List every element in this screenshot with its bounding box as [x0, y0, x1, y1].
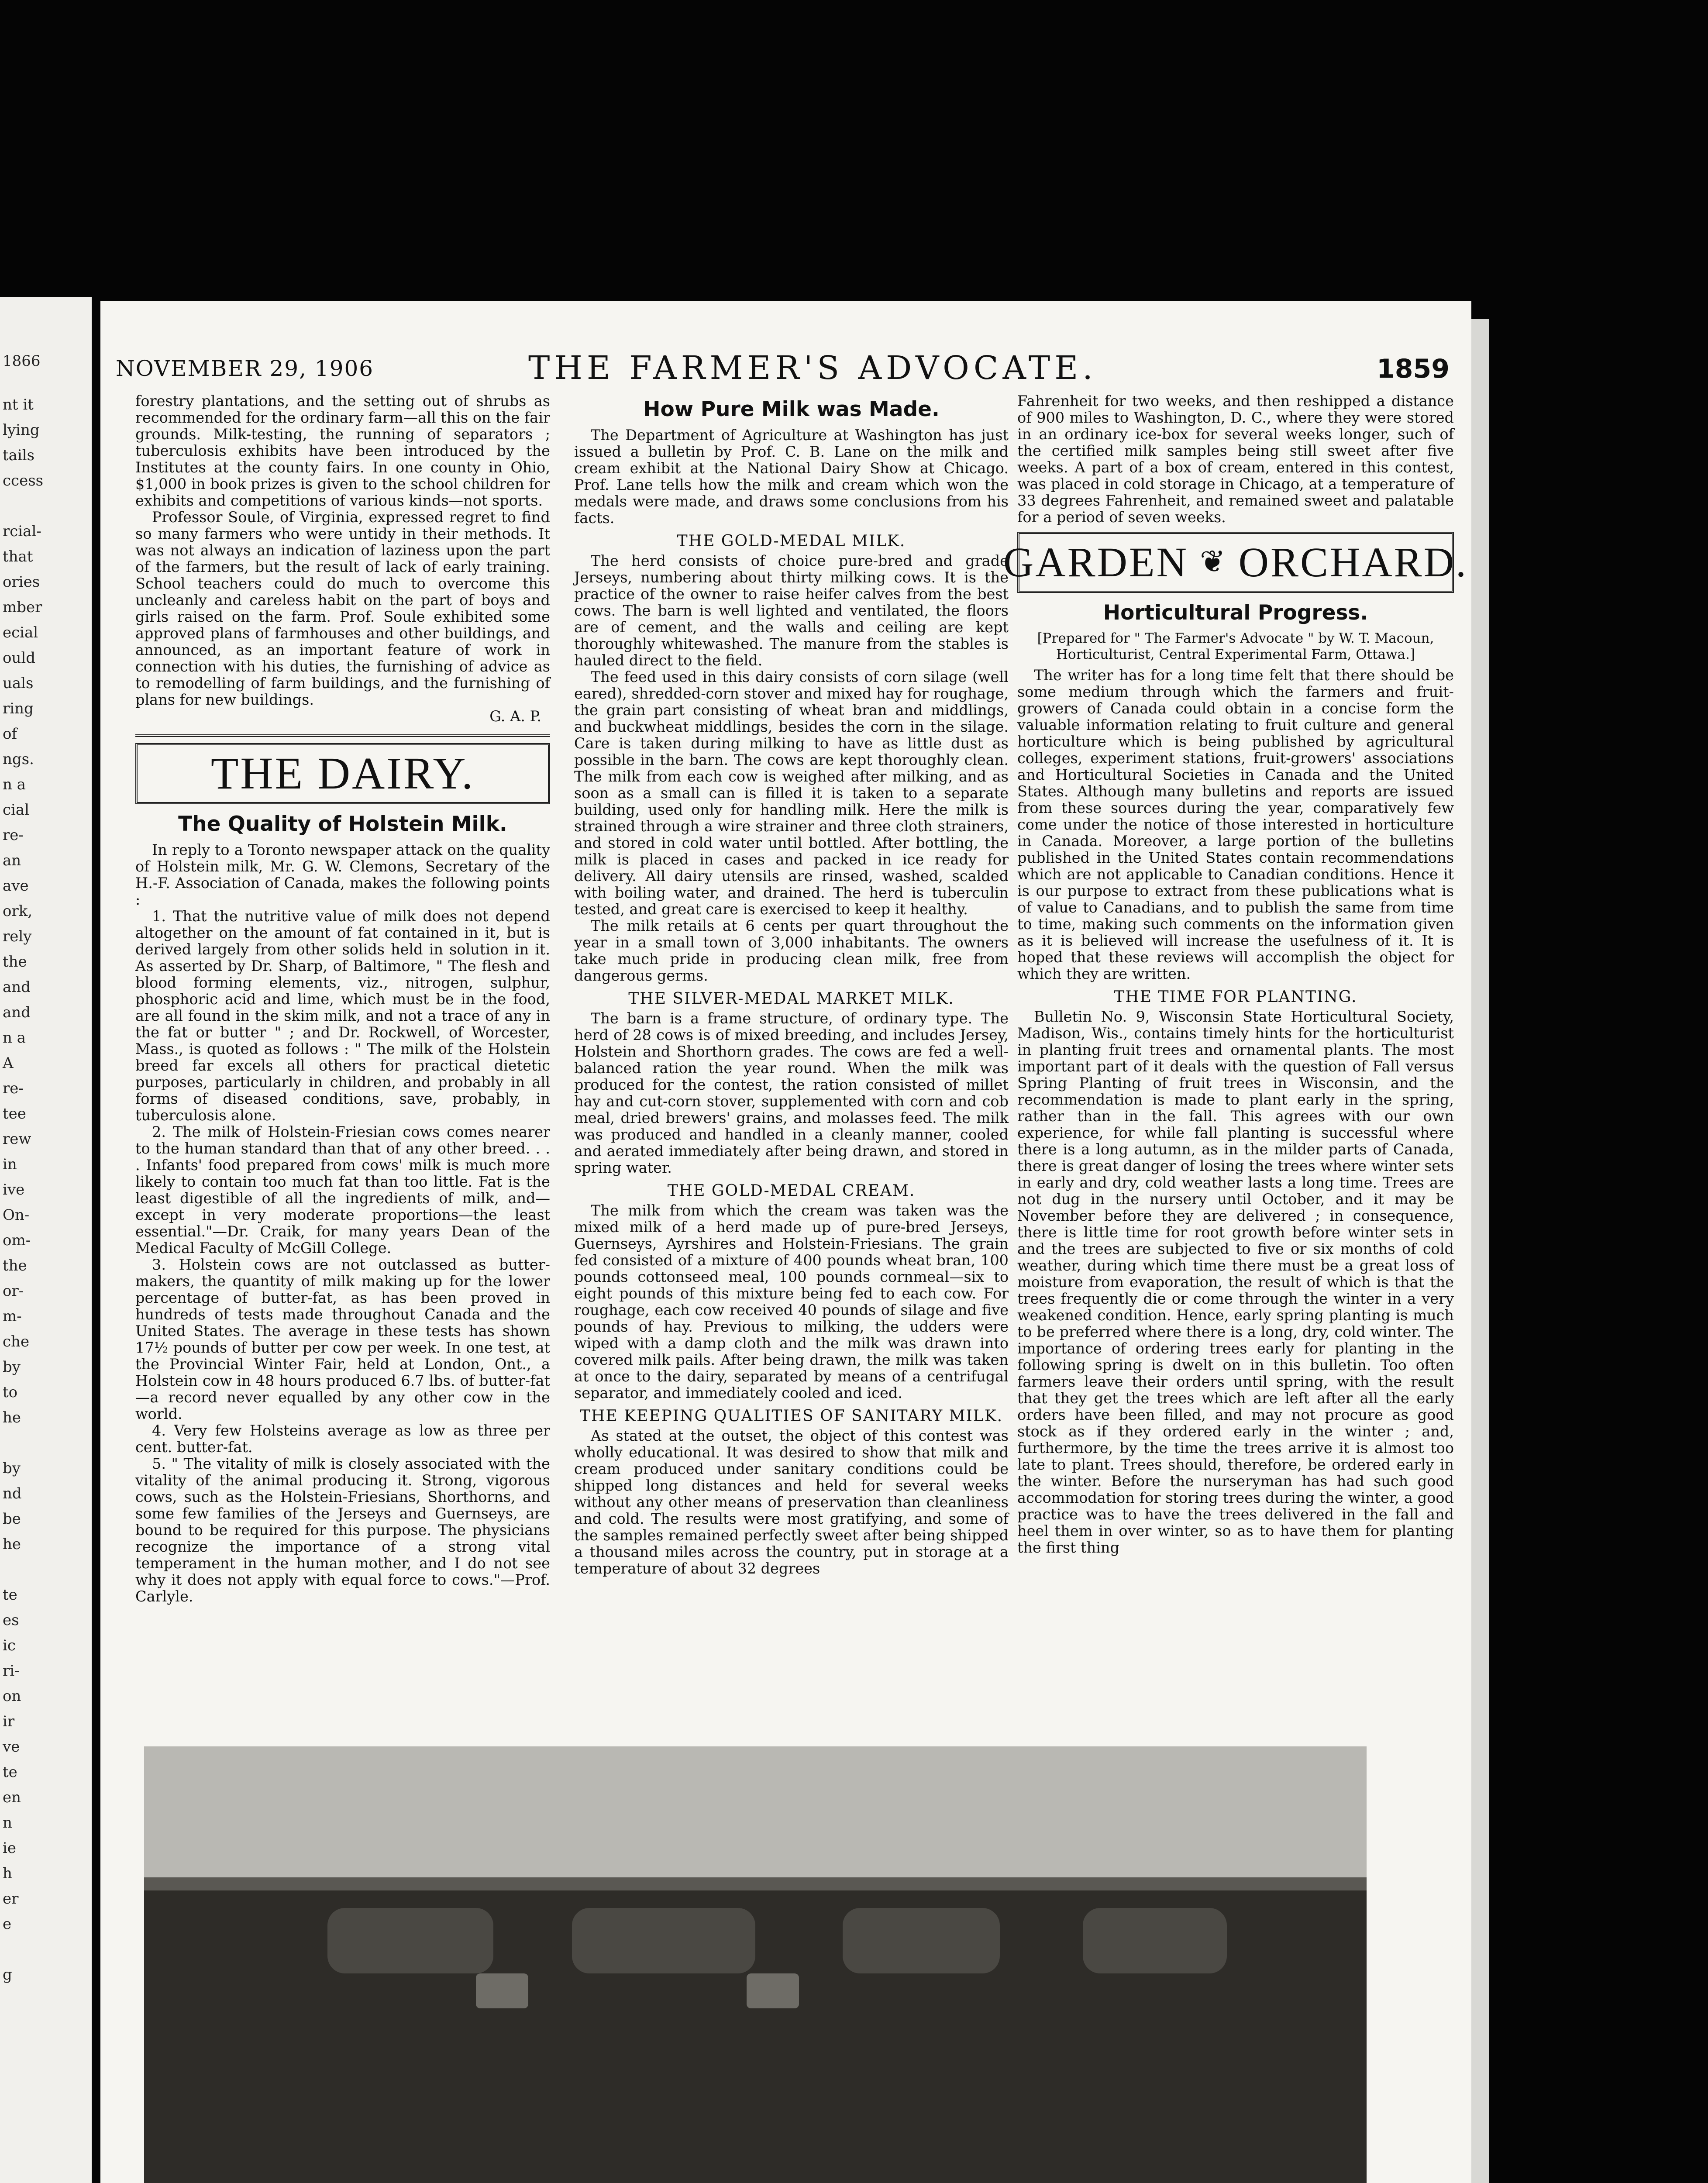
- section-title: THE SILVER-MEDAL MARKET MILK.: [628, 990, 954, 1008]
- previous-page-fragment: re-: [3, 1080, 24, 1097]
- previous-page-fragment: and: [3, 978, 31, 996]
- photo-ox-team: [327, 1908, 493, 1973]
- previous-page-fragment: of: [3, 725, 17, 743]
- section-title: THE TIME FOR PLANTING.: [1114, 988, 1357, 1006]
- previous-page-fragment: by: [3, 1460, 21, 1477]
- article-paragraph: 2. The milk of Holstein-Friesian cows comes nearer to the human standard than that of any other breed. . . . Infants' food prepared from cows' milk is much more likely to contain too much fat than too little. Fat is the least digestible of all the ingredients of milk, and—except in very moderate proportions—the least essential."—Dr. Craik, for many years Dean of the Medical Faculty of McGill College.: [135, 1123, 550, 1257]
- previous-page-fragment: es: [3, 1611, 19, 1629]
- article-heading: How Pure Milk was Made.: [643, 397, 940, 421]
- previous-page-fragment: ork,: [3, 902, 33, 920]
- previous-page-fragment: h: [3, 1865, 12, 1882]
- photograph-oxen-breaking: [144, 1746, 1367, 2183]
- previous-page-fragment: ir: [3, 1713, 15, 1730]
- article-paragraph: The writer has for a long time felt that there should be some medium through which the farmers and fruit-growers of Canada could obtain in a concise form the valuable information relating to fruit culture and general horticulture which is being published by agricultural colleges, experiment stations, fruit-growers' associations and Horticultural Societies in Canada and the United States. Although many bulletins and reports are issued from these sources during the year, comparatively few come under the notice of those interested in horticulture in Canada. Moreover, a large portion of the bulletins published in the United States contain recommendations which are not applicable to Canadian conditions. Hence it is our purpose to extract from these publications what is of value to Canadians, and to publish the same from time to time, making such comments on the information given as it is believed will increase the usefulness of it. It is hoped that these reviews will accomplish the object for which they are written.: [1017, 667, 1454, 982]
- previous-page-fragment: er: [3, 1890, 19, 1908]
- previous-page-fragment: he: [3, 1409, 21, 1426]
- article-paragraph: The Department of Agriculture at Washington has just issued a bulletin by Prof. C. B. Lane on the milk and cream exhibit at the National Dairy Show at Chicago. Prof. Lane tells how the milk and cream which won the medals were made, and draws some conclusions from his facts.: [574, 427, 1009, 527]
- issue-date: NOVEMBER 29, 1906: [116, 356, 374, 381]
- article-paragraph: Professor Soule, of Virginia, expressed regret to find so many farmers who were untidy in their methods. It was not always an indication of laziness upon the part of the farmers, but the result of lack of early training. School teachers could do much to overcome this uncleanly and careless habit on the part of boys and girls raised on the farm. Prof. Soule exhibited some approved plans of farmhouses and other buildings, and announced, as an important feature of work in connection with his duties, the furnishing of advice as to remodelling of farm buildings, and the furnishing of plans for new buildings.: [135, 509, 550, 708]
- previous-page-fragment: te: [3, 1763, 17, 1781]
- previous-page-fragment: rely: [3, 928, 32, 945]
- previous-page-fragment: en: [3, 1789, 21, 1806]
- section-title: THE GOLD-MEDAL MILK.: [677, 532, 906, 550]
- previous-page-fragment: n a: [3, 1029, 26, 1047]
- photo-plough: [476, 1973, 528, 2008]
- photo-ox-team: [572, 1908, 755, 1973]
- column-1: [135, 393, 550, 1605]
- column-2: [574, 393, 1009, 1577]
- previous-page-fragment: A: [3, 1054, 14, 1072]
- article-paragraph: 5. " The vitality of milk is closely associated with the vitality of the animal producing it. Strong, vigorous cows, such as the Holstein-Friesians, Shorthorns, and some few families of the Jerseys and Guernseys, are bound to be required for this purpose. The physicians recognize the importance of a strong vital temperament in the human mother, and I do not see why it does not apply with equal force to cows."—Prof. Carlyle.: [135, 1455, 550, 1605]
- section-rule: [135, 734, 550, 737]
- previous-page-fragment: tails: [3, 447, 35, 464]
- article-paragraph: The milk from which the cream was taken was the mixed milk of a herd made up of pure-bred Jerseys, Guernseys, Ayrshires and Holstein-Friesians. The grain fed consisted of a mixture of 400 pounds wheat bran, 100 pounds cottonseed meal, 100 pounds cornmeal—six to eight pounds of this mixture being fed to each cow. For roughage, each cow received 40 pounds of silage and five pounds of hay. Previous to milking, the udders were wiped with a damp cloth and the milk was drawn into covered milk pails. After being drawn, the milk was taken at once to the dairy, separated by means of a centrifugal separator, and immediately cooled and iced.: [574, 1202, 1009, 1401]
- previous-page-fragment: m-: [3, 1308, 22, 1325]
- article-paragraph: Bulletin No. 9, Wisconsin State Horticultural Society, Madison, Wis., contains timely hints for the horticulturist in planting fruit trees and ornamental plants. The most important part of it deals with the question of Fall versus Spring Planting of fruit trees in Wisconsin, and the recommendation is made to plant early in the spring, rather than in the fall. This agrees with our own experience, for while fall planting is successful where there is a long autumn, as in the milder parts of Canada, there is great danger of losing the trees where winter sets in early and dry, cold weather lasts a long time. Trees are not dug in the nursery until October, and it may be November before they are delivered ; in consequence, there is little time for root growth before winter sets in and the trees are subjected to five or six months of cold weather, during which time there must be a great loss of moisture from evaporation, the result of which is that the trees frequently die or come through the winter in a very weakened condition. Hence, early spring planting is much to be preferred where there is a long, dry, cold winter. The importance of ordering trees early for planting in the following spring is dwelt on in this bulletin. Too often farmers leave their orders until spring, with the result that they get the trees which are left after all the early orders have been filled, and may not procure as good stock as if they ordered early in the winter ; and, furthermore, by the time the trees arrive it is almost too late to plant. Trees should, therefore, be ordered early in the winter. Before the nurseryman has had such good accommodation for storing trees during the winter, a good practice was to have the trees delivered in the fall and heel them in over winter, so as to have them for planting the first thing: [1017, 1008, 1454, 1556]
- department-heading-garden-orchard: [1003, 532, 1468, 593]
- previous-page-fragment: be: [3, 1510, 21, 1528]
- article-paragraph: The feed used in this dairy consists of corn silage (well eared), shredded-corn stover and mixed hay for roughage, the grain part consisting of wheat bran and middlings, and buckwheat middlings, besides the corn in the silage. Care is taken during milking to have as little dust as possible in the barn. The cows are kept thoroughly clean. The milk from each cow is weighed after milking, and as soon as a small can is filled it is taken to a separate building, used only for handling milk. Here the milk is strained through a wire strainer and three cloth strainers, and stored in cold water until bottled. After bottling, the milk is placed in cases and packed in ice ready for delivery. All dairy utensils are rinsed, washed, scalded with boiling water, and drained. The herd is tuberculin tested, and great care is exercised to keep it healthy.: [574, 668, 1009, 918]
- article-paragraph: Fahrenheit for two weeks, and then reshipped a distance of 900 miles to Washington, D. C., where they were stored in an ordinary ice-box for several weeks longer, such of the certified milk samples being still sweet after five weeks. A part of a box of cream, entered in this contest, was placed in cold storage in Chicago, at a temperature of 33 degrees Fahrenheit, and remained sweet and palatable for a period of seven weeks.: [1017, 393, 1454, 526]
- previous-page-fragment: ould: [3, 649, 36, 667]
- article-paragraph: 4. Very few Holsteins average as low as three per cent. butter-fat.: [135, 1422, 550, 1456]
- section-title: THE GOLD-MEDAL CREAM.: [667, 1182, 916, 1200]
- photo-ox-team: [843, 1908, 1000, 1973]
- previous-page-fragment: ic: [3, 1637, 16, 1654]
- page-header: [100, 349, 1471, 387]
- previous-page-fragment: and: [3, 1004, 31, 1021]
- previous-page-fragment: tee: [3, 1105, 26, 1122]
- photo-ox-team: [1083, 1908, 1227, 1973]
- article-paragraph: forestry plantations, and the setting out of shrubs as recommended for the ordinary farm—all this on the fair grounds. Milk-testing, the running of separators ; tuberculosis exhibits have been introduced by the Institutes at the county fairs. In one county in Ohio, $1,000 in book prizes is given to the school children for exhibits and competitions of various kinds—not sports.: [135, 393, 550, 509]
- article-paragraph: The herd consists of choice pure-bred and grade Jerseys, numbering about thirty milking cows. It is the practice of the owner to raise heifer calves from the best cows. The barn is well lighted and ventilated, the floors are of cement, and the walls and ceiling are kept thoroughly whitewashed. The manure from the stables is hauled direct to the field.: [574, 552, 1009, 669]
- previous-page-fragment: the: [3, 953, 27, 971]
- previous-page-fragment: the: [3, 1257, 27, 1274]
- previous-page-fragment: to: [3, 1384, 18, 1401]
- previous-page-fragment: ie: [3, 1839, 16, 1857]
- photo-sky: [144, 1746, 1367, 1890]
- previous-page-edge: [0, 297, 92, 2183]
- previous-page-fragment: uals: [3, 675, 34, 692]
- article-paragraph: 3. Holstein cows are not outclassed as butter-makers, the quantity of milk making up for the lower percentage of butter-fat, as has been proved in hundreds of tests made throughout Canada and the United States. The average in these tests has shown 17½ pounds of butter per cow per week. In one test, at the Provincial Winter Fair, held at London, Ont., a Holstein cow in 48 hours produced 6.7 lbs. of butter-fat—a record never equalled by any other cow in the world.: [135, 1256, 550, 1422]
- previous-page-fragment: re-: [3, 826, 24, 844]
- previous-page-fragment: om-: [3, 1232, 31, 1249]
- previous-page-fragment: mber: [3, 599, 42, 616]
- previous-page-fragment: ring: [3, 700, 34, 717]
- previous-page-fragment: cial: [3, 801, 30, 819]
- article-paragraph: As stated at the outset, the object of this contest was wholly educational. It was desired to show that milk and cream produced under sanitary conditions could be shipped long distances and held for several weeks without any other means of preservation than cleanliness and cold. The results were most gratifying, and some of the samples remained perfectly sweet after being shipped a thousand miles across the country, put in storage at a temperature of about 32 degrees: [574, 1427, 1009, 1577]
- department-word-orchard: ORCHARD.: [1238, 539, 1468, 585]
- previous-page-fragment: in: [3, 1156, 17, 1173]
- previous-page-fragment: On-: [3, 1206, 30, 1224]
- previous-page-fragment: that: [3, 548, 33, 565]
- previous-page-fragment: ecial: [3, 624, 38, 641]
- page-edge-shadow: [1471, 319, 1489, 2183]
- previous-page-number: 1866: [3, 352, 41, 370]
- previous-page-fragment: n a: [3, 776, 26, 793]
- newspaper-page: [100, 301, 1471, 2183]
- photo-plough: [747, 1973, 799, 2008]
- previous-page-fragment: ive: [3, 1181, 25, 1198]
- ornament-icon: ❦: [1199, 545, 1227, 579]
- article-paragraph: 1. That the nutritive value of milk does not depend altogether on the amount of fat contained in it, but is derived largely from other solids held in solution in it. As asserted by Dr. Sharp, of Baltimore, " The flesh and blood forming elements, viz., nitrogen, sulphur, phosphoric acid and lime, which must be in the food, are all found in the skim milk, and not a trace of any in the fat or butter " ; and Dr. Rockwell, of Worcester, Mass., is quoted as follows : " The milk of the Holstein breed far excels all others for practical dietetic purposes, particularly in children, and probably in all forms of diseased conditions, save, probably, in tuberculosis alone.: [135, 908, 550, 1124]
- article-paragraph: In reply to a Toronto newspaper attack on the quality of Holstein milk, Mr. G. W. Clemons, Secretary of the H.-F. Association of Canada, makes the following points :: [135, 841, 550, 908]
- department-heading-dairy: THE DAIRY.: [135, 743, 550, 804]
- previous-page-fragment: ories: [3, 573, 40, 591]
- masthead-title: THE FARMER'S ADVOCATE.: [528, 349, 1097, 387]
- column-3: [1003, 393, 1468, 1556]
- article-byline: [Prepared for " The Farmer's Advocate " by W. T. Macoun, Horticulturist, Central Experimental Farm, Ottawa.]: [1037, 630, 1434, 662]
- department-word-garden: GARDEN: [1003, 539, 1188, 585]
- author-signature: G. A. P.: [489, 708, 541, 725]
- previous-page-fragment: ri-: [3, 1662, 20, 1680]
- previous-page-fragment: an: [3, 852, 21, 869]
- previous-page-fragment: rew: [3, 1130, 31, 1148]
- previous-page-fragment: te: [3, 1586, 17, 1604]
- previous-page-fragment: lying: [3, 421, 40, 439]
- previous-page-fragment: nt it: [3, 396, 34, 413]
- previous-page-fragment: e: [3, 1915, 12, 1933]
- previous-page-fragment: g: [3, 1966, 12, 1983]
- article-paragraph: The milk retails at 6 cents per quart throughout the year in a small town of 3,000 inhabitants. The owners take much pride in producing clean milk, free from dangerous germs.: [574, 917, 1009, 984]
- previous-page-fragment: or-: [3, 1282, 24, 1300]
- previous-page-fragment: ngs.: [3, 751, 34, 768]
- page-number: 1859: [1377, 354, 1450, 384]
- previous-page-fragment: ccess: [3, 472, 44, 489]
- previous-page-fragment: nd: [3, 1485, 22, 1502]
- article-paragraph: The barn is a frame structure, of ordinary type. The herd of 28 cows is of mixed breeding, and includes Jersey, Holstein and Shorthorn grades. The cows are fed a well-balanced ration the year round. When the milk was produced for the contest, the ration consisted of millet hay and cut-corn stover, supplemented with corn and cob meal, dried brewers' grains, and molasses feed. The milk was produced and handled in a cleanly manner, cooled and aerated immediately after being drawn, and stored in spring water.: [574, 1010, 1009, 1176]
- previous-page-fragment: by: [3, 1358, 21, 1376]
- article-heading: The Quality of Holstein Milk.: [178, 812, 507, 836]
- previous-page-fragment: on: [3, 1687, 21, 1705]
- previous-page-fragment: ave: [3, 877, 29, 895]
- previous-page-fragment: ve: [3, 1738, 20, 1756]
- previous-page-fragment: rcial-: [3, 523, 41, 540]
- article-heading: Horticultural Progress.: [1103, 601, 1368, 625]
- section-title: THE KEEPING QUALITIES OF SANITARY MILK.: [579, 1407, 1003, 1425]
- previous-page-fragment: n: [3, 1814, 12, 1832]
- previous-page-fragment: he: [3, 1536, 21, 1553]
- previous-page-fragment: che: [3, 1333, 30, 1350]
